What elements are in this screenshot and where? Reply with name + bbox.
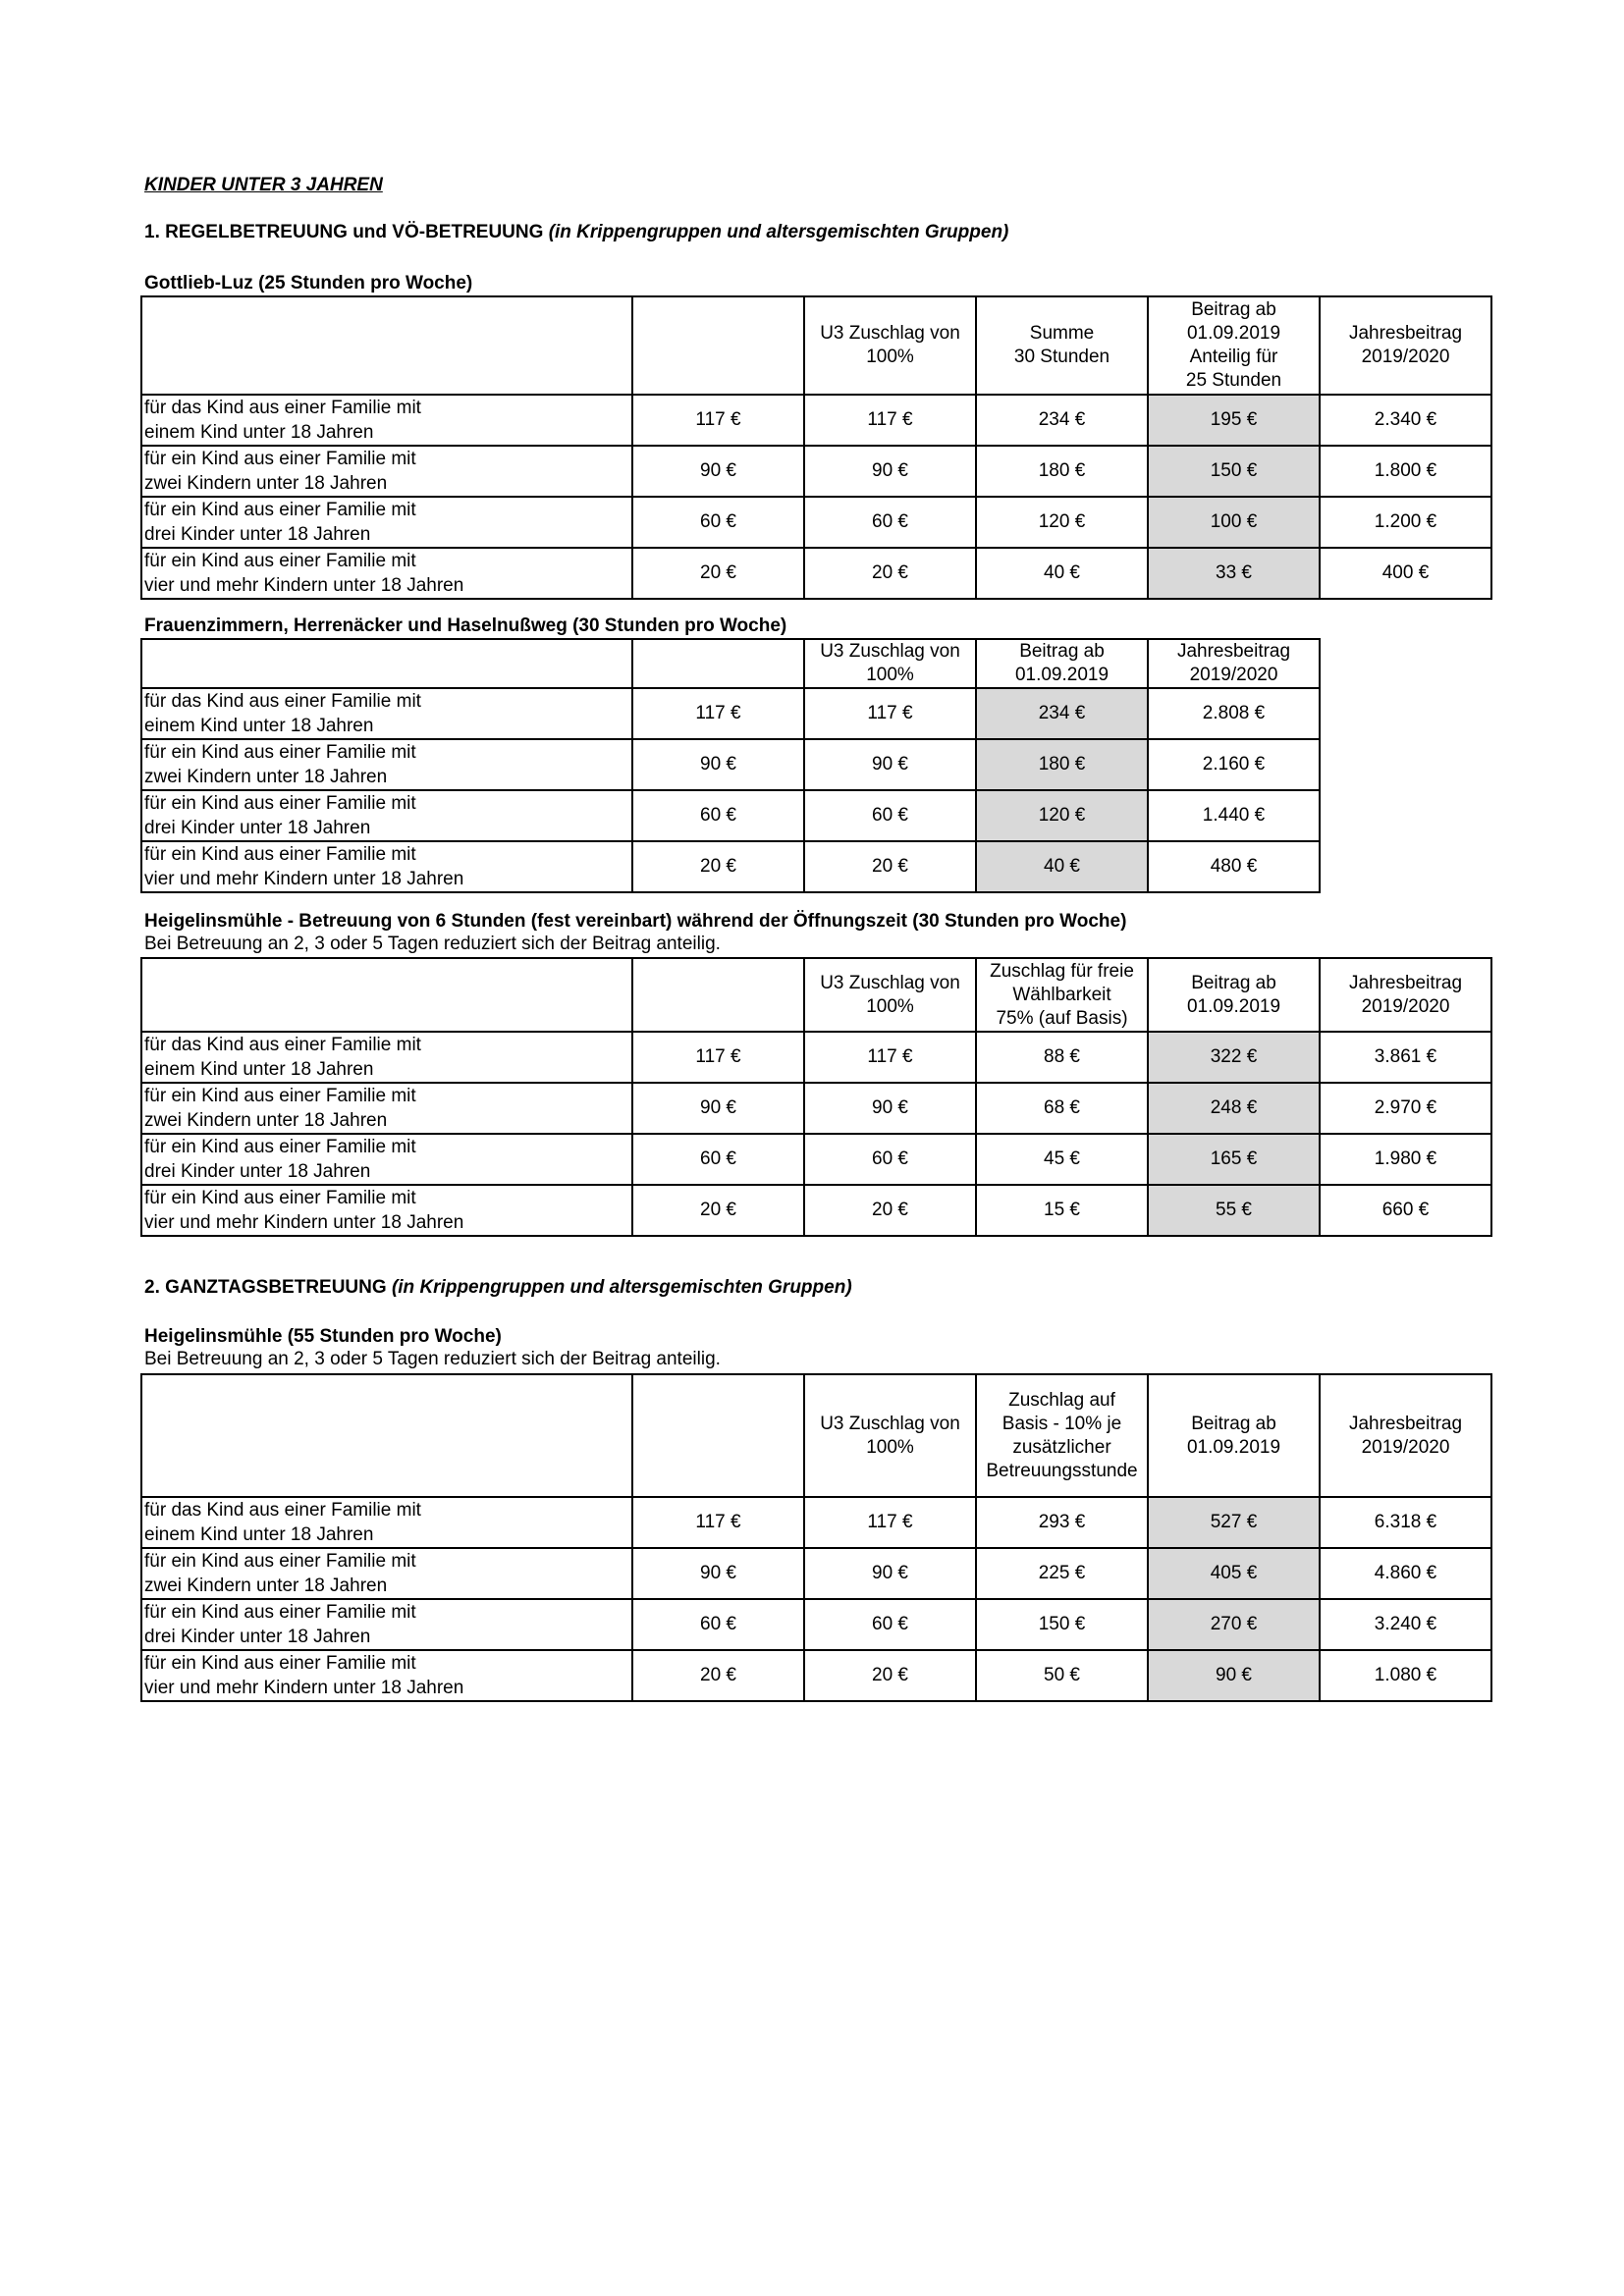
fee-cell-highlighted: 150 €: [1148, 446, 1320, 497]
header-cell: [804, 296, 976, 395]
fee-cell: 2.340 €: [1320, 395, 1491, 446]
header-text: 30 Stunden: [1013, 347, 1110, 367]
header-cell: [976, 296, 1148, 395]
fee-cell: 234 €: [976, 395, 1148, 446]
header-text: U3 Zuschlag von: [820, 323, 960, 344]
fee-cell: 400 €: [1320, 548, 1491, 599]
fee-cell: 20 €: [804, 548, 976, 599]
table-gottlieb-luz: [140, 295, 1492, 600]
table-3-caption: Heigelinsmühle - Betreuung von 6 Stunden (fest vereinbart) während der Öffnungszeit (30 Stunden pro Woche): [144, 911, 1127, 932]
row-label-line: für ein Kind aus einer Familie mit: [144, 1086, 416, 1106]
header-cell: [632, 639, 804, 688]
fee-cell: 1.980 €: [1320, 1134, 1491, 1185]
fee-cell-highlighted: 405 €: [1148, 1548, 1320, 1599]
table-row: [141, 497, 1491, 548]
header-row: [141, 958, 1491, 1032]
fee-cell: 120 €: [976, 497, 1148, 548]
section-1-heading: [144, 222, 1008, 243]
row-label-line: drei Kinder unter 18 Jahren: [144, 1627, 371, 1647]
header-row: [141, 1374, 1491, 1497]
header-text: 01.09.2019: [1186, 323, 1281, 344]
fee-cell-highlighted: 527 €: [1148, 1497, 1320, 1548]
fee-cell: 117 €: [804, 688, 976, 739]
fee-cell: 117 €: [632, 1497, 804, 1548]
header-cell: [976, 639, 1148, 688]
header-text: 100%: [866, 665, 914, 685]
fee-cell: 20 €: [632, 1650, 804, 1701]
row-label-line: für ein Kind aus einer Familie mit: [144, 1653, 416, 1674]
header-cell: [804, 958, 976, 1032]
document-title: KINDER UNTER 3 JAHREN: [144, 175, 383, 195]
row-label-line: vier und mehr Kindern unter 18 Jahren: [144, 869, 464, 889]
row-label-line: einem Kind unter 18 Jahren: [144, 422, 374, 443]
fee-cell-highlighted: 100 €: [1148, 497, 1320, 548]
row-label-line: zwei Kindern unter 18 Jahren: [144, 767, 388, 787]
section-2-title: 2. GANZTAGSBETREUUNG: [144, 1277, 387, 1298]
fee-cell-highlighted: 234 €: [976, 688, 1148, 739]
fee-cell: 2.160 €: [1148, 739, 1320, 790]
row-label: [141, 497, 632, 548]
fee-cell: 90 €: [804, 1083, 976, 1134]
row-label-line: drei Kinder unter 18 Jahren: [144, 1161, 371, 1182]
row-label-line: zwei Kindern unter 18 Jahren: [144, 1110, 388, 1131]
header-text: 2019/2020: [1189, 665, 1278, 685]
table-row: [141, 841, 1320, 892]
row-label-line: für das Kind aus einer Familie mit: [144, 691, 421, 712]
fee-cell: 117 €: [632, 395, 804, 446]
table-row: [141, 1134, 1491, 1185]
row-label-line: für das Kind aus einer Familie mit: [144, 1035, 421, 1055]
fee-cell: 50 €: [976, 1650, 1148, 1701]
fee-cell-highlighted: 33 €: [1148, 548, 1320, 599]
row-label-line: zwei Kindern unter 18 Jahren: [144, 473, 388, 494]
header-text: Zuschlag auf: [1008, 1389, 1115, 1411]
table-row: [141, 1185, 1491, 1236]
header-text: Basis - 10% je: [1001, 1413, 1122, 1434]
header-cell: [1320, 296, 1491, 395]
row-label-line: für ein Kind aus einer Familie mit: [144, 500, 416, 520]
header-text: Beitrag ab: [1191, 299, 1276, 320]
header-text: Anteilig für: [1189, 347, 1278, 367]
header-text: 100%: [866, 995, 914, 1017]
row-label-line: für ein Kind aus einer Familie mit: [144, 449, 416, 469]
header-text: 2019/2020: [1361, 1436, 1450, 1458]
header-text: 01.09.2019: [1186, 1436, 1281, 1458]
table-1-caption: Gottlieb-Luz (25 Stunden pro Woche): [144, 273, 473, 294]
fee-cell: 117 €: [632, 1032, 804, 1083]
fee-cell-highlighted: 120 €: [976, 790, 1148, 841]
header-cell: [804, 639, 976, 688]
fee-cell: 20 €: [804, 1650, 976, 1701]
header-cell-blank: [141, 1374, 632, 1497]
header-text: Wählbarkeit: [1012, 984, 1111, 1005]
fee-cell: 90 €: [632, 739, 804, 790]
fee-cell: 2.970 €: [1320, 1083, 1491, 1134]
header-text: Beitrag ab: [1191, 1413, 1276, 1434]
fee-cell: 90 €: [632, 446, 804, 497]
fee-cell: 480 €: [1148, 841, 1320, 892]
fee-cell: 45 €: [976, 1134, 1148, 1185]
row-label-line: einem Kind unter 18 Jahren: [144, 1059, 374, 1080]
header-cell: [1148, 639, 1320, 688]
header-text: U3 Zuschlag von: [820, 1413, 960, 1434]
table-row: [141, 548, 1491, 599]
table-row: [141, 739, 1320, 790]
row-label: [141, 1650, 632, 1701]
row-label-line: drei Kinder unter 18 Jahren: [144, 524, 371, 545]
header-text: 01.09.2019: [1186, 995, 1281, 1017]
fee-cell: 60 €: [632, 790, 804, 841]
row-label-line: vier und mehr Kindern unter 18 Jahren: [144, 1212, 464, 1233]
row-label-line: für ein Kind aus einer Familie mit: [144, 1188, 416, 1208]
table-3-note: Bei Betreuung an 2, 3 oder 5 Tagen reduziert sich der Beitrag anteilig.: [144, 934, 721, 954]
fee-cell: 20 €: [632, 841, 804, 892]
fee-cell: 60 €: [804, 497, 976, 548]
row-label: [141, 1134, 632, 1185]
fee-cell: 180 €: [976, 446, 1148, 497]
row-label-line: für ein Kind aus einer Familie mit: [144, 1137, 416, 1157]
fee-cell: 60 €: [632, 497, 804, 548]
header-text: Betreuungsstunde: [986, 1460, 1138, 1481]
fee-cell: 60 €: [804, 790, 976, 841]
table-row: [141, 688, 1320, 739]
fee-cell: 60 €: [804, 1134, 976, 1185]
row-label: [141, 1548, 632, 1599]
fee-cell-highlighted: 248 €: [1148, 1083, 1320, 1134]
fee-cell-highlighted: 270 €: [1148, 1599, 1320, 1650]
header-row: [141, 639, 1320, 688]
fee-cell: 60 €: [632, 1134, 804, 1185]
fee-cell-highlighted: 55 €: [1148, 1185, 1320, 1236]
table-row: [141, 1083, 1491, 1134]
fee-cell-highlighted: 180 €: [976, 739, 1148, 790]
header-text: 01.09.2019: [1014, 665, 1110, 685]
fee-cell-highlighted: 165 €: [1148, 1134, 1320, 1185]
fee-cell: 20 €: [632, 1185, 804, 1236]
fee-cell: 117 €: [632, 688, 804, 739]
fee-cell: 68 €: [976, 1083, 1148, 1134]
fee-cell-highlighted: 322 €: [1148, 1032, 1320, 1083]
header-row: [141, 296, 1491, 395]
row-label: [141, 1032, 632, 1083]
table-row: [141, 395, 1491, 446]
fee-cell-highlighted: 195 €: [1148, 395, 1320, 446]
fee-cell: 117 €: [804, 1032, 976, 1083]
row-label: [141, 395, 632, 446]
fee-cell: 88 €: [976, 1032, 1148, 1083]
row-label-line: einem Kind unter 18 Jahren: [144, 1524, 374, 1545]
header-cell: [1320, 1374, 1491, 1497]
fee-cell: 3.861 €: [1320, 1032, 1491, 1083]
table-row: [141, 1548, 1491, 1599]
header-cell-blank: [141, 639, 632, 688]
table-row: [141, 1650, 1491, 1701]
header-cell: [976, 958, 1148, 1032]
fee-cell: 150 €: [976, 1599, 1148, 1650]
fee-cell: 90 €: [804, 739, 976, 790]
table-4-note: Bei Betreuung an 2, 3 oder 5 Tagen reduziert sich der Beitrag anteilig.: [144, 1349, 721, 1369]
row-label-line: zwei Kindern unter 18 Jahren: [144, 1575, 388, 1596]
row-label-line: für ein Kind aus einer Familie mit: [144, 1551, 416, 1572]
fee-cell: 117 €: [804, 395, 976, 446]
fee-cell: 90 €: [632, 1083, 804, 1134]
header-cell: [1148, 958, 1320, 1032]
fee-cell: 20 €: [804, 841, 976, 892]
table-row: [141, 1497, 1491, 1548]
header-cell: [804, 1374, 976, 1497]
table-row: [141, 1032, 1491, 1083]
fee-cell: 3.240 €: [1320, 1599, 1491, 1650]
header-cell-blank: [141, 296, 632, 395]
header-text: Zuschlag für freie: [990, 960, 1134, 982]
row-label-line: für ein Kind aus einer Familie mit: [144, 793, 416, 814]
fee-cell: 1.440 €: [1148, 790, 1320, 841]
header-cell: [976, 1374, 1148, 1497]
row-label-line: vier und mehr Kindern unter 18 Jahren: [144, 1678, 464, 1698]
table-frauenzimmern: [140, 638, 1321, 893]
fee-cell: 40 €: [976, 548, 1148, 599]
row-label: [141, 841, 632, 892]
row-label-line: vier und mehr Kindern unter 18 Jahren: [144, 575, 464, 596]
table-heigelinsmuehle-6h: [140, 957, 1492, 1237]
header-cell-blank: [141, 958, 632, 1032]
fee-cell: 4.860 €: [1320, 1548, 1491, 1599]
header-text: 2019/2020: [1361, 347, 1450, 367]
header-text: zusätzlicher: [1012, 1436, 1111, 1458]
header-cell: [632, 1374, 804, 1497]
section-2-heading: [144, 1277, 852, 1299]
header-text: Beitrag ab: [1019, 641, 1105, 662]
row-label: [141, 1083, 632, 1134]
header-text: 75% (auf Basis): [996, 1007, 1128, 1029]
row-label-line: für ein Kind aus einer Familie mit: [144, 551, 416, 571]
header-text: Jahresbeitrag: [1348, 972, 1463, 993]
row-label-line: für ein Kind aus einer Familie mit: [144, 1602, 416, 1623]
header-cell: [632, 958, 804, 1032]
header-text: 2019/2020: [1361, 995, 1450, 1017]
fee-cell: 6.318 €: [1320, 1497, 1491, 1548]
fee-cell: 60 €: [804, 1599, 976, 1650]
header-text: Jahresbeitrag: [1348, 323, 1463, 344]
header-text: 25 Stunden: [1185, 370, 1282, 391]
row-label: [141, 1599, 632, 1650]
section-1-title: 1. REGELBETREUUNG und VÖ-BETREUUNG: [144, 222, 544, 242]
section-1-subtitle: (in Krippengruppen und altersgemischten Gruppen): [548, 222, 1009, 242]
row-label: [141, 548, 632, 599]
fee-cell: 15 €: [976, 1185, 1148, 1236]
table-row: [141, 1599, 1491, 1650]
fee-cell-highlighted: 90 €: [1148, 1650, 1320, 1701]
row-label: [141, 1185, 632, 1236]
row-label: [141, 1497, 632, 1548]
fee-cell: 2.808 €: [1148, 688, 1320, 739]
row-label-line: für das Kind aus einer Familie mit: [144, 398, 421, 418]
fee-cell: 20 €: [632, 548, 804, 599]
table-heigelinsmuehle-55h: [140, 1373, 1492, 1702]
header-text: 100%: [866, 1436, 914, 1458]
row-label: [141, 446, 632, 497]
header-text: Jahresbeitrag: [1348, 1413, 1463, 1434]
table-row: [141, 790, 1320, 841]
fee-cell: 90 €: [804, 446, 976, 497]
row-label-line: für ein Kind aus einer Familie mit: [144, 844, 416, 865]
fee-cell: 117 €: [804, 1497, 976, 1548]
header-text: Beitrag ab: [1191, 972, 1276, 993]
fee-cell: 90 €: [804, 1548, 976, 1599]
header-text: Jahresbeitrag: [1176, 641, 1291, 662]
fee-cell: 60 €: [632, 1599, 804, 1650]
row-label-line: für ein Kind aus einer Familie mit: [144, 742, 416, 763]
table-4-caption: Heigelinsmühle (55 Stunden pro Woche): [144, 1326, 502, 1347]
fee-cell: 660 €: [1320, 1185, 1491, 1236]
header-text: U3 Zuschlag von: [820, 972, 960, 993]
header-text: U3 Zuschlag von: [820, 641, 960, 662]
fee-cell: 90 €: [632, 1548, 804, 1599]
header-cell: [1320, 958, 1491, 1032]
row-label-line: für das Kind aus einer Familie mit: [144, 1500, 421, 1521]
fee-cell: 1.200 €: [1320, 497, 1491, 548]
header-cell: [1148, 1374, 1320, 1497]
fee-cell: 1.080 €: [1320, 1650, 1491, 1701]
fee-cell: 1.800 €: [1320, 446, 1491, 497]
row-label-line: drei Kinder unter 18 Jahren: [144, 818, 371, 838]
section-2-subtitle: (in Krippengruppen und altersgemischten Gruppen): [391, 1277, 852, 1298]
row-label: [141, 739, 632, 790]
header-text: 100%: [866, 347, 914, 367]
row-label: [141, 790, 632, 841]
fee-cell-highlighted: 40 €: [976, 841, 1148, 892]
table-2-caption: Frauenzimmern, Herrenäcker und Haselnußweg (30 Stunden pro Woche): [144, 615, 787, 636]
row-label-line: einem Kind unter 18 Jahren: [144, 716, 374, 736]
header-text: Summe: [1029, 323, 1095, 344]
row-label: [141, 688, 632, 739]
fee-cell: 225 €: [976, 1548, 1148, 1599]
header-cell: [1148, 296, 1320, 395]
header-cell: [632, 296, 804, 395]
fee-cell: 293 €: [976, 1497, 1148, 1548]
fee-cell: 20 €: [804, 1185, 976, 1236]
table-row: [141, 446, 1491, 497]
